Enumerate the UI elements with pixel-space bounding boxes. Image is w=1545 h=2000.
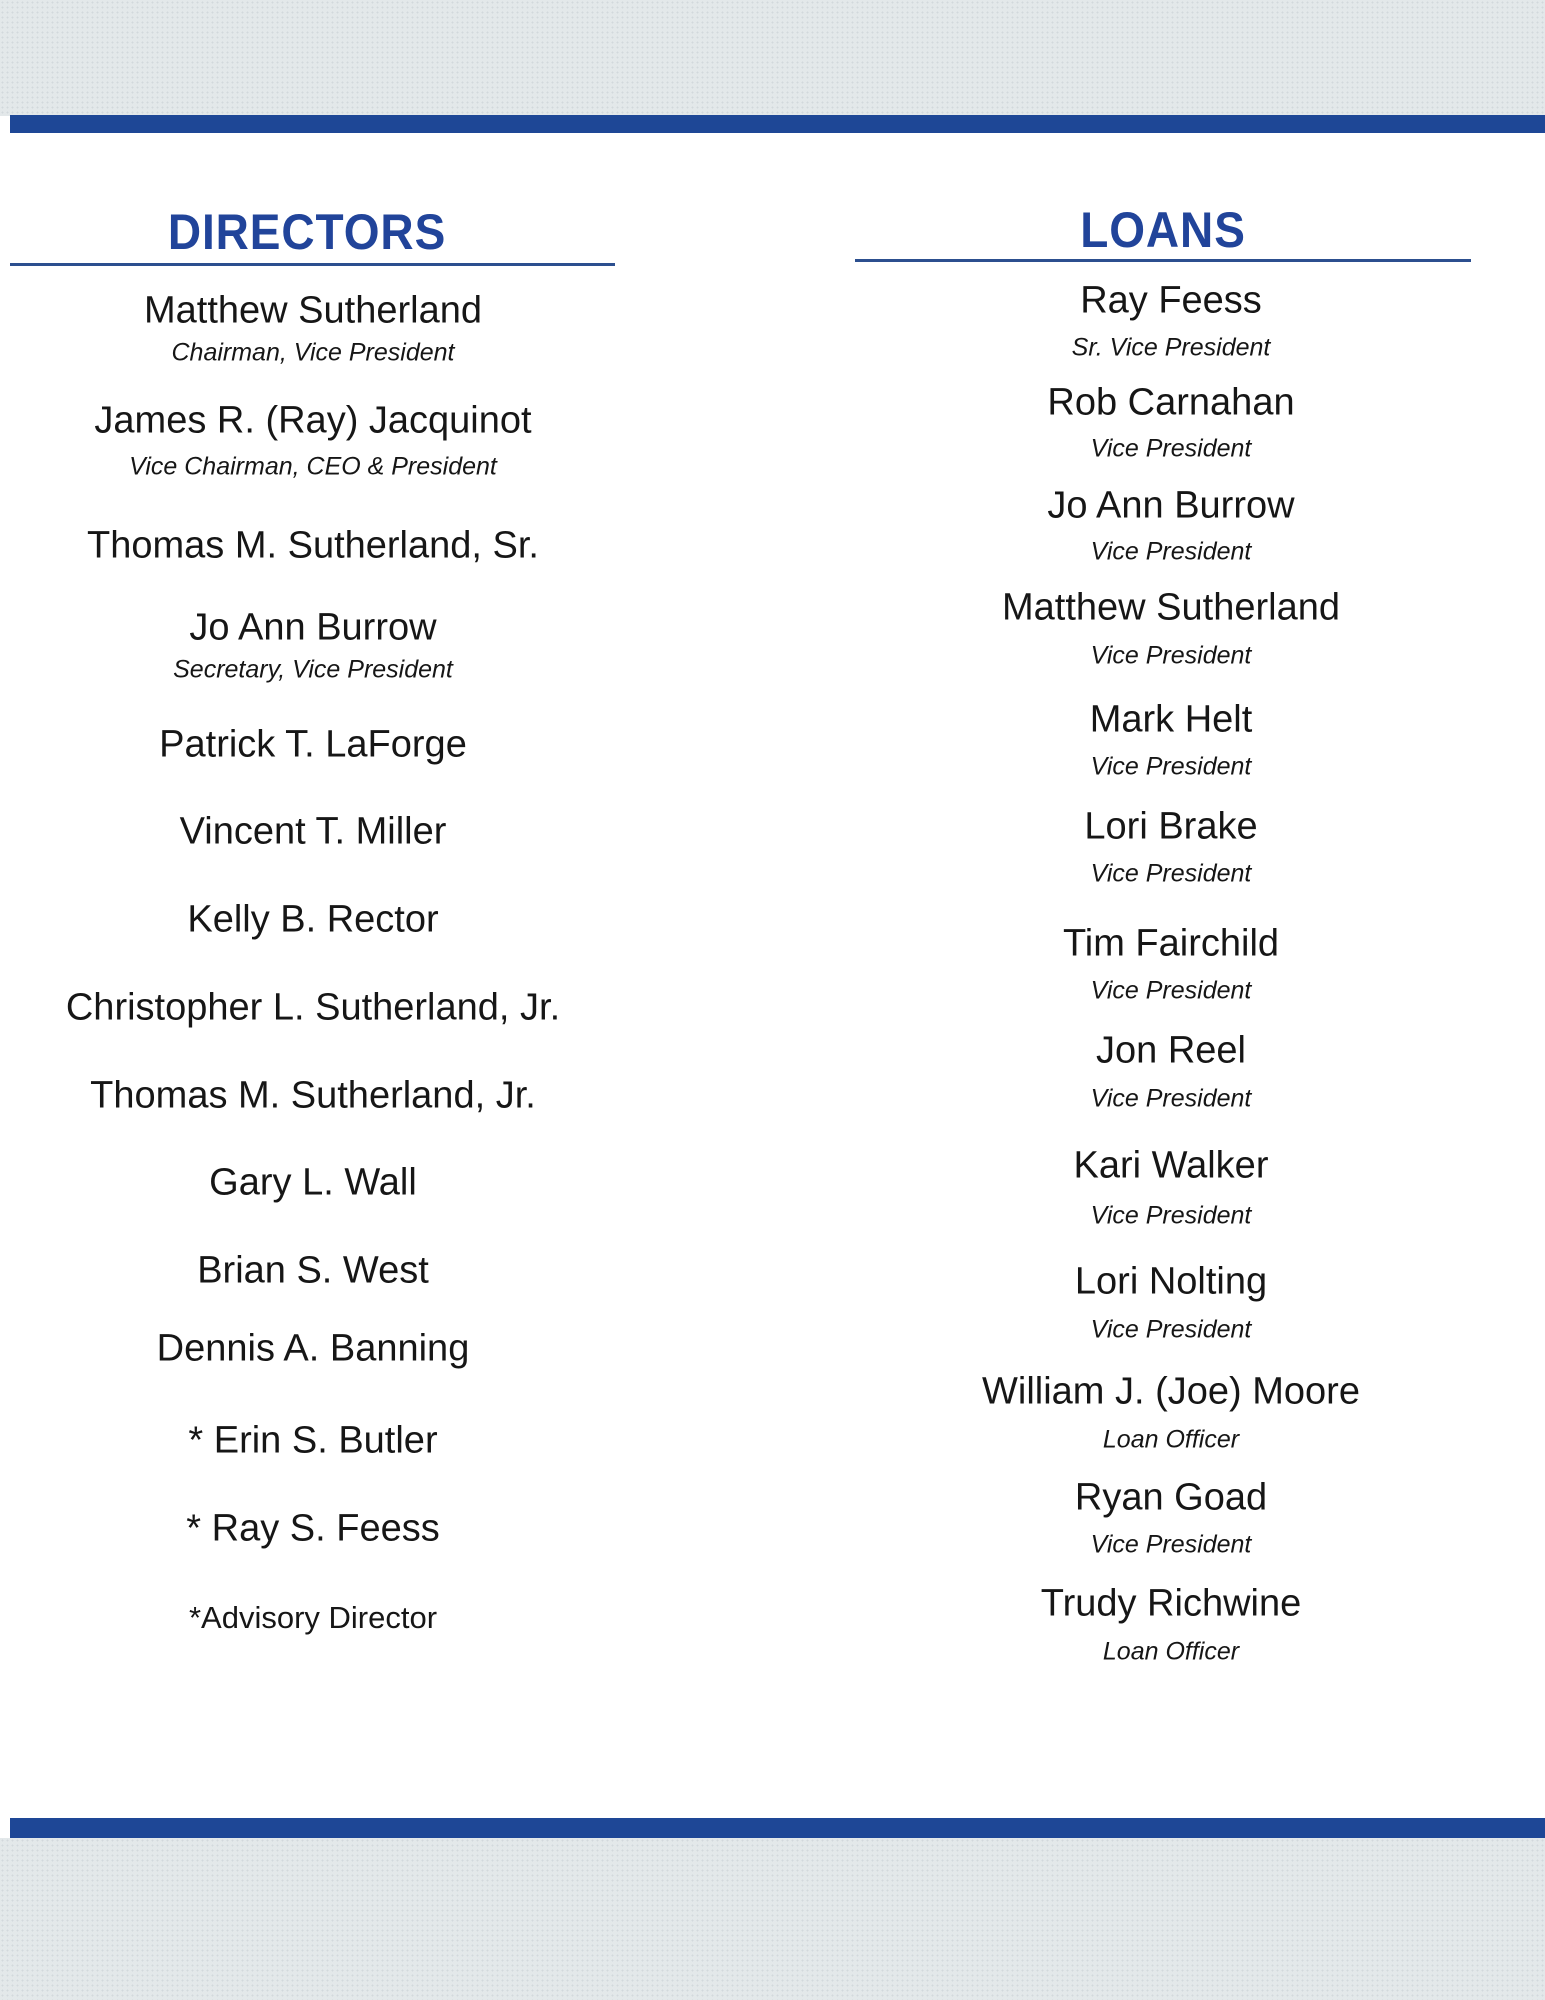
director-name: Jo Ann Burrow	[189, 606, 437, 649]
loan-officer-name: Lori Brake	[1084, 805, 1258, 848]
loan-officer-name: Mark Helt	[1089, 698, 1253, 741]
director-name: * Erin S. Butler	[188, 1419, 438, 1462]
director-name: Thomas M. Sutherland, Jr.	[90, 1074, 536, 1117]
loan-officer-name: Kari Walker	[1073, 1144, 1269, 1187]
loan-officer-name: Jo Ann Burrow	[1047, 484, 1295, 527]
loan-officer-title: Vice President	[1090, 1315, 1252, 1344]
loan-officer-name: Rob Carnahan	[1047, 381, 1295, 424]
top-blue-bar	[10, 115, 1545, 133]
director-name: Dennis A. Banning	[156, 1327, 470, 1370]
loan-officer-name: Matthew Sutherland	[1002, 586, 1340, 629]
loan-officer-title: Vice President	[1090, 434, 1252, 463]
loan-officer-title: Vice President	[1090, 1530, 1252, 1559]
loan-officer-title: Vice President	[1090, 537, 1252, 566]
advisory-director-footnote: *Advisory Director	[188, 1600, 438, 1635]
loan-officer-name: Ryan Goad	[1074, 1476, 1268, 1519]
director-name: Christopher L. Sutherland, Jr.	[65, 986, 561, 1029]
loan-officer-name: Jon Reel	[1096, 1029, 1246, 1072]
loan-officer-name: Lori Nolting	[1074, 1260, 1268, 1303]
bottom-border-band	[0, 1838, 1545, 2000]
loan-officer-title: Vice President	[1090, 1201, 1252, 1230]
loan-officer-title: Vice President	[1090, 976, 1252, 1005]
directors-rule	[10, 263, 615, 266]
director-title: Chairman, Vice President	[171, 338, 455, 367]
loan-officer-title: Vice President	[1090, 859, 1252, 888]
loan-officer-title: Vice President	[1090, 752, 1252, 781]
loan-officer-name: Trudy Richwine	[1040, 1582, 1302, 1625]
director-name: Kelly B. Rector	[187, 898, 439, 941]
director-name: * Ray S. Feess	[186, 1507, 440, 1550]
directors-heading: DIRECTORS	[167, 204, 447, 260]
director-name: Thomas M. Sutherland, Sr.	[87, 524, 539, 567]
loan-officer-title: Sr. Vice President	[1071, 333, 1271, 362]
loan-officer-name: William J. (Joe) Moore	[982, 1370, 1360, 1413]
bottom-blue-bar	[10, 1818, 1545, 1838]
top-border-band	[0, 0, 1545, 116]
director-title: Vice Chairman, CEO & President	[129, 452, 497, 481]
director-name: Matthew Sutherland	[144, 289, 482, 332]
loan-officer-title: Vice President	[1090, 1084, 1252, 1113]
loan-officer-title: Loan Officer	[1102, 1637, 1240, 1666]
director-name: Patrick T. LaForge	[159, 723, 467, 766]
director-name: James R. (Ray) Jacquinot	[94, 399, 532, 442]
director-name: Vincent T. Miller	[179, 810, 447, 853]
loan-officer-title: Vice President	[1090, 641, 1252, 670]
loans-heading: LOANS	[1080, 202, 1246, 258]
director-name: Gary L. Wall	[209, 1161, 417, 1204]
loan-officer-name: Tim Fairchild	[1062, 922, 1280, 965]
loans-rule	[855, 259, 1471, 262]
director-name: Brian S. West	[197, 1249, 429, 1292]
loan-officer-title: Loan Officer	[1102, 1425, 1240, 1454]
director-title: Secretary, Vice President	[173, 655, 453, 684]
loan-officer-name: Ray Feess	[1080, 279, 1262, 322]
